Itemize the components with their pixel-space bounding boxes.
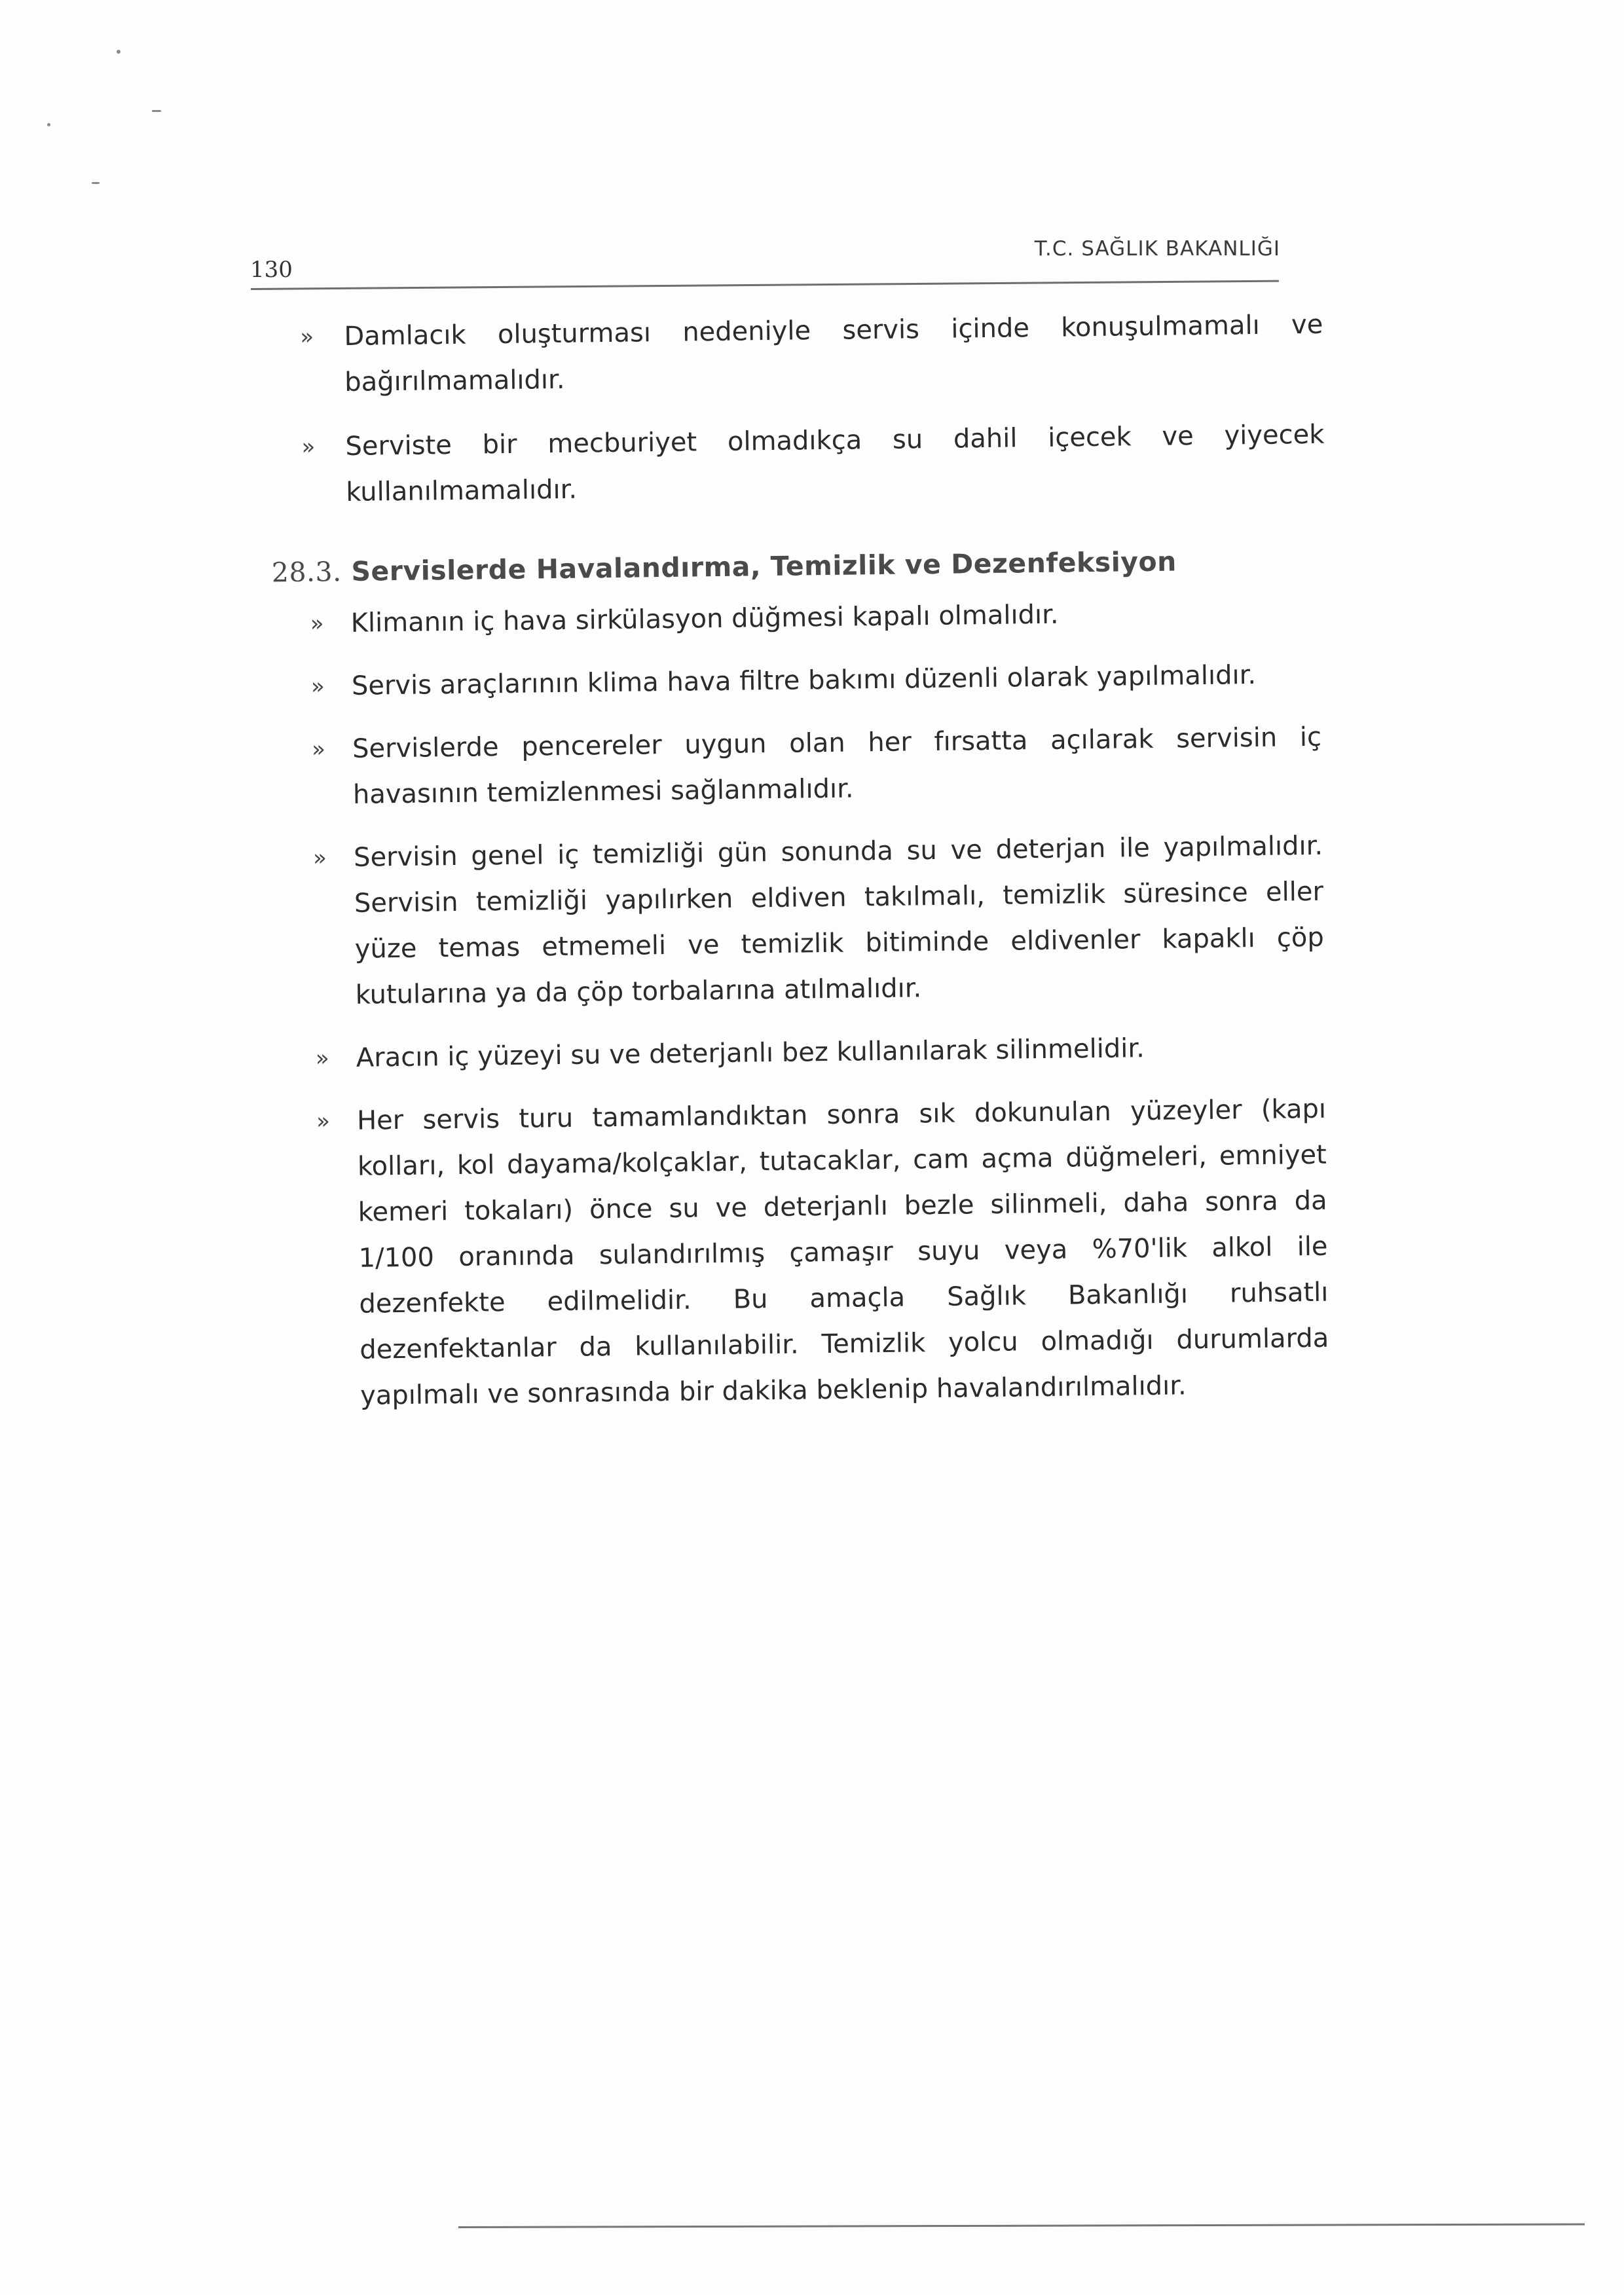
page-number: 130 xyxy=(250,257,293,283)
list-item xyxy=(298,589,1320,647)
list-item xyxy=(300,714,1323,818)
list-item-text: Klimanın iç hava sirkülasyon düğmesi kapalı olmalıdır. xyxy=(350,599,1059,638)
list-item-text: Servisin genel iç temizliği gün sonunda su ve deterjan ile yapılmalıdır. Servisin temizliği yapılırken eldiven takılmalı, temizlik süresince eller yüze temas etmemeli ve temizlik bitiminde eldivenler kapaklı çöp kutularına ya da çöp torbalarına atılmalıdır. xyxy=(353,830,1325,1010)
section-number: 28.3. xyxy=(271,556,342,589)
bullet-marker-icon: » xyxy=(315,1045,329,1072)
list-item-text: Servis araçlarının klima hava filtre bakımı düzenli olarak yapılmalıdır. xyxy=(351,659,1257,701)
list-item-text: Aracın iç yüzeyi su ve deterjanlı bez kullanılarak silinmelidir. xyxy=(356,1033,1145,1073)
bullet-marker-icon: » xyxy=(312,845,327,872)
list-item xyxy=(288,302,1324,406)
section-title: Servislerde Havalandırma, Temizlik ve Dezenfeksiyon xyxy=(351,545,1177,587)
list-item-text: Servislerde pencereler uygun olan her fırsatta açılarak servisin iç havasının temizlenmesi sağlanmalıdır. xyxy=(352,722,1322,810)
bullet-marker-icon: » xyxy=(310,673,325,700)
list-item-text: Damlacık oluşturması nedeniyle servis içinde konuşulmamalı ve bağırılmamalıdır. xyxy=(344,309,1323,397)
scan-speck xyxy=(117,50,120,54)
footer-rule xyxy=(458,2223,1585,2228)
list-item xyxy=(301,823,1325,1019)
running-header: T.C. SAĞLIK BAKANLIĞI xyxy=(1034,237,1280,261)
bullet-marker-icon: » xyxy=(310,610,324,637)
bullet-marker-icon: » xyxy=(301,433,316,460)
section-heading xyxy=(272,544,1320,589)
bullet-list-section xyxy=(291,589,1329,1420)
list-item-text: Her servis turu tamamlandıktan sonra sık dokunulan yüzeyler (kapı kolları, kol dayama/kolçaklar, tutacaklar, cam açma düğmeleri, emniyet kemeri tokaları) önce su ve deterjanlı bezle silinmeli, daha sonra da 1/100 oranında sulandırılmış çamaşır suyu veya %70'lik alkol ile dezenfekte edilmelidir. Bu amaçla Sağlık Bakanlığı ruhsatlı dezenfektanlar da kullanılabilir. Temizlik yolcu olmadığı durumlarda yapılmalı ve sonrasında bir dakika beklenip havalandırılmalıdır. xyxy=(356,1093,1329,1411)
bullet-list-top xyxy=(288,302,1325,516)
header-rule xyxy=(251,280,1279,290)
scan-speck xyxy=(92,182,100,184)
list-item xyxy=(303,1023,1325,1082)
bullet-marker-icon: » xyxy=(300,323,314,350)
main-content xyxy=(271,302,1330,1437)
list-item-text: Serviste bir mecburiyet olmadıkça su dahil içecek ve yiyecek kullanılmamalıdır. xyxy=(345,419,1325,507)
bullet-marker-icon: » xyxy=(311,736,326,763)
scan-speck xyxy=(152,110,161,112)
list-item xyxy=(304,1086,1330,1420)
list-item xyxy=(289,412,1325,516)
scan-speck xyxy=(47,123,50,126)
list-item xyxy=(299,652,1321,710)
bullet-marker-icon: » xyxy=(316,1108,331,1135)
